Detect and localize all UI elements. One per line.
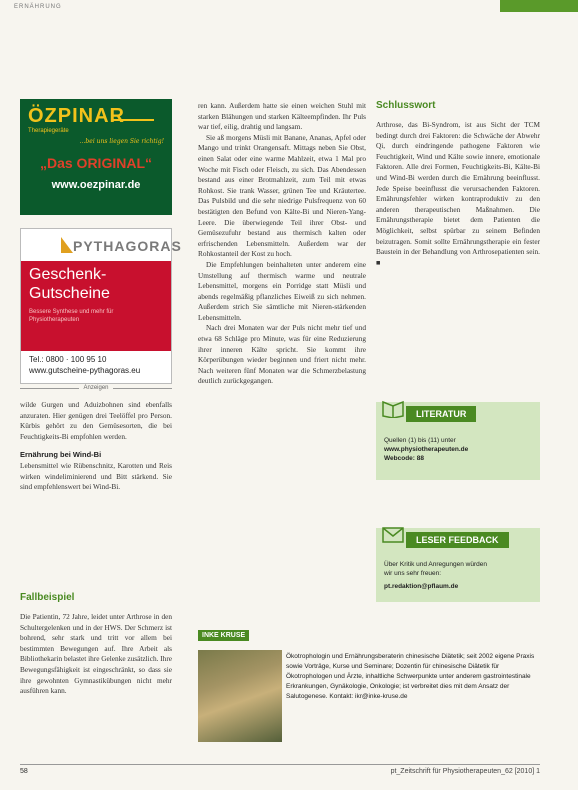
paragraph: Arthrose, das Bi-Syndrom, ist aus Sicht der TCM bedingt durch drei Faktoren: die Schwäche der Abwehr Qi, durch eindringende pathogene Faktoren wie Feuchtigkeit, Wind und Kälte sowie innere, emotionale Faktoren. Alle drei Formen, Feuchtigkeits-Bi, Kälte-Bi und Wind-Bi werden durch die Ernährung beeinflusst. Jede Speise beeinflusst die verursachenden Faktoren. Ernährungsfehler wirken kontraproduktiv zu den anderen therapeutischen Maßnahmen. Die Ernährungstherapie bietet dem Patienten die Möglichkeit, selbst spürbar zu seinem Befinden beizutragen. Somit sollte Ernährungstherapie ein fester Baustein in der Behandlung von Arthrosepatienten sein. ■ [376,120,540,267]
feedback-email-link[interactable]: pt.redaktion@pflaum.de [384,583,459,590]
feedback-title: LESER FEEDBACK [406,532,509,548]
ads-label: Anzeigen [79,385,112,391]
author-photo [198,650,282,742]
feedback-box [376,528,540,602]
ad-title-line1: Geschenk- [29,266,107,283]
ad-slogan: …bei uns liegen Sie richtig! [79,138,164,145]
journal-info: pt_Zeitschrift für Physiotherapeuten_62 [2010] 1 [390,768,540,775]
author-bar [198,630,540,642]
author-bio: Ökotrophologin und Ernährungsberaterin chinesische Diätetik; seit 2002 eigene Praxis sowie Vorträge, Kurse und Seminare; Dozentin für chinesische Diätetik für Ökotrophologen und Ärzte, inhaltliche Schwerpunkte unter anderem gastrointestinale Erkrankungen, Gynäkologie, Onkologie; ist verbreitet dies mit dem Ansatz der Salutogenese. Kontakt: ikr@inke-kruse.de [286,653,535,700]
literatur-link[interactable]: www.physiotherapeuten.de [384,446,469,453]
column-2-text [198,101,366,387]
pythagoras-logo-icon [61,237,73,253]
envelope-icon [382,524,404,544]
paragraph: Sie aß morgens Müsli mit Banane, Ananas, Apfel oder Mango und trinkt Orangensaft. Mittags neben Sie Obst, einen Salat oder eine warme Mahlzeit, etwa 1 Mal pro Woche mit Fisch oder Fleisch, zu sich. Das Abendessen bestand aus einer Brotmahlzeit, zum Teil mit etwas Rohkost. Sie trank Wasser, grünen Tee und Kräutertee. Das Pulsbild und die sehr niedrige Pulsfrequenz von 60 bestätigten den Befund von Kälte-Bi und Nieren-Yang-Leere. Die überwiegende Teil ihrer Obst- und Gemüsezufuhr bestand aus thermisch kalten oder erfrischenden Lebensmitteln. Außerdem war der Rohkostanteil der Kost zu hoch. [198,132,366,259]
ad-url-link[interactable]: www.gutscheine-pythagoras.eu [29,366,141,375]
paragraph: Lebensmittel wie Rübenschnitz, Karotten und Reis wirken windeliminierend und Bitt stärkend. Sie sind empfehlenswert bei Wind-Bi. [20,460,172,492]
fallbeispiel-text [20,612,172,697]
book-icon [382,398,404,418]
footer-divider [20,764,540,765]
column-1-text [20,400,172,493]
ad-logo-mark [112,113,154,121]
paragraph: wilde Gurgen und Aduizbohnen sind ebenfalls anzuraten. Hier genügen drei Teelöffel pro Person. Kürbis gehört zu den Gemüsesorten, die bei Feuchtigkeits-Bi empfohlen werden. [20,400,172,441]
feedback-line: wir uns sehr freuen: [384,570,442,577]
ad-brand: PYTHAGORAS [73,238,182,254]
ad-subtitle: Bessere Synthese und mehr für Physiotherapeuten [29,309,114,323]
author-name: INKE KRUSE [198,630,249,641]
paragraph: Nach drei Monaten war der Puls nicht mehr tief und etwa 68 Schläge pro Minute, was für eine Reduzierung ihrer inneren Kälte spricht. Sie kommt ihre Körperübungen wieder beginnen und friert nicht mehr. Nach weiteren fünf Monaten war die Schmerzbelastung deutlich zurückgegangen. [198,323,366,386]
ad-original: „Das ORIGINAL“ [39,155,152,171]
oezpinar-ad[interactable] [20,99,172,215]
pythagoras-ad[interactable] [20,228,182,384]
ad-brand: ÖZPINAR [28,105,125,127]
paragraph: Die Empfehlungen beinhalteten unter anderem eine Umstellung auf thermisch warme und neutrale Lebensmittel, morgens ein Porridge statt Müsli und abends regelmäßig pflanzliches Eiweiß zu sich nehmen. Außerdem strich Sie sämtliche mit Nieren-stärkenden Lebensmitteln. [198,259,366,322]
heading-schlusswort: Schlusswort [376,100,436,111]
feedback-line: Über Kritik und Anregungen würden [384,561,487,568]
literatur-title: LITERATUR [406,406,476,422]
ad-url-link[interactable]: www.oezpinar.de [51,179,141,191]
paragraph: Die Patientin, 72 Jahre, leidet unter Arthrose in den Schultergelenken und in der HWS. Der Schmerz ist bohrend, sehr stark und tritt vor allem bei bestimmten Bewegungen auf. Ihre Arbeit als Bibliothekarin belastet ihre Gelenke zusätzlich. Ihre Bewegungsfähigkeit ist eingeschränkt, so dass sie ihre gewohnten Gymnastikübungen nicht mehr ausführen kann. [20,612,172,696]
literatur-webcode: Webcode: 88 [384,455,424,462]
schlusswort-text [376,120,540,268]
ad-subtitle: Therapiegeräte [28,128,69,134]
heading-fallbeispiel: Fallbeispiel [20,592,75,603]
paragraph: ren kann. Außerdem hatte sie einen weichen Stuhl mit starken Blähungen und starken Kälteempfinden. Ihr Puls war tief, eilig, drahtig und langsam. [198,101,366,132]
ad-phone: Tel.: 0800 · 100 95 10 [29,355,107,364]
literatur-box [376,402,540,480]
page-number: 58 [20,768,28,775]
top-green-bar [500,0,578,12]
section-label: ERNÄHRUNG [14,4,62,10]
ad-title-line2: Gutscheine [29,285,110,302]
subheading-wind-bi: Ernährung bei Wind-Bi [20,450,102,460]
literatur-line: Quellen (1) bis (11) unter [384,437,456,444]
